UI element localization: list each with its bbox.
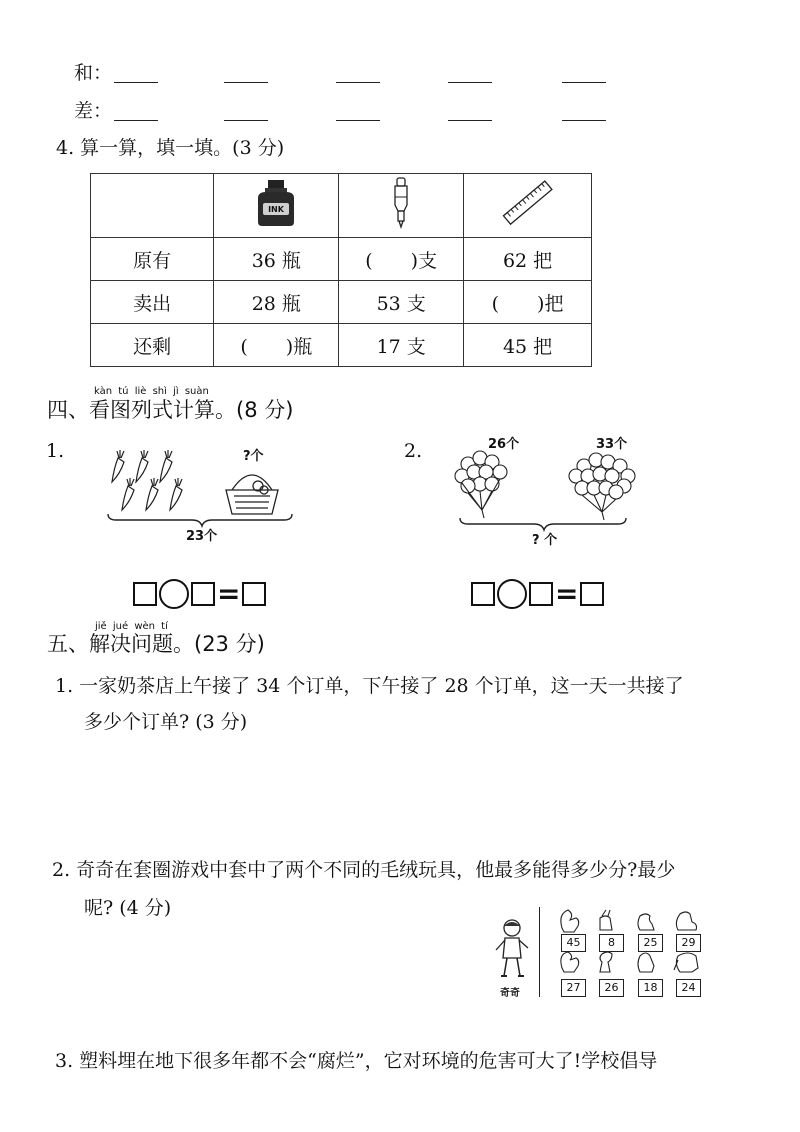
answer-box[interactable] [529,582,553,606]
ink-bottle-icon [254,178,298,228]
blank-line[interactable] [114,120,158,121]
table-header-cell [339,174,464,238]
blank-line[interactable] [336,120,380,121]
problem1-number: 1. [46,440,65,462]
score-badge: 26 [599,979,624,997]
q1-text-line1: 1. 一家奶茶店上午接了 34 个订单，下午接了 28 个订单，这一天一共接了 [55,675,684,697]
answer-blank-cell[interactable]: ( )支 [339,238,464,281]
answer-box[interactable] [133,582,157,606]
duck-icon [638,914,654,930]
answer-box[interactable] [191,582,215,606]
right-count-label: 33个 [596,437,628,452]
equals-sign: = [555,577,579,610]
q1-text-line2: 多少个订单? (3 分) [84,711,248,733]
table-row [91,324,592,367]
balloon-bunch-icon [455,451,507,518]
squirrel-icon [561,910,579,932]
balloon-bunch-icon [569,453,635,520]
q2-text-line2: 呢? (4 分) [84,897,172,919]
dinosaur-icon [676,912,696,930]
boy-qiqi-icon [492,918,534,982]
deer-icon [600,910,612,930]
row-label: 原有 [91,238,214,281]
answer-blank-cell[interactable]: ( )把 [464,281,592,324]
table-row [91,238,592,281]
section5-pinyin: jiě jué wèn tí [95,621,168,632]
score-badge: 24 [676,979,701,997]
operator-circle[interactable] [159,579,189,609]
blank-line[interactable] [224,120,268,121]
problem2-number: 2. [404,440,423,462]
squirrel-icon [561,952,579,972]
answer-blank-cell[interactable]: ( )瓶 [214,324,339,367]
table-cell: 53 支 [339,281,464,324]
svg-text:INK: INK [268,205,285,214]
answer-box[interactable] [242,582,266,606]
pen-icon [390,177,412,229]
left-count-label: 26个 [488,437,520,452]
blank-line[interactable] [336,82,380,83]
operator-circle[interactable] [497,579,527,609]
blank-line[interactable] [562,82,606,83]
score-badge: 8 [599,934,624,952]
blank-line[interactable] [114,82,158,83]
answer-box[interactable] [580,582,604,606]
question-count-label: ?个 [243,449,264,464]
total-count-label: ? 个 [532,533,558,548]
row-label: 卖出 [91,281,214,324]
equals-sign: = [217,577,241,610]
table-cell: 28 瓶 [214,281,339,324]
sum-label: 和： [74,62,113,84]
table-cell: 17 支 [339,324,464,367]
carrot-icon [112,450,182,510]
boy-name-label: 奇奇 [500,988,520,999]
section4-pinyin: kàn tú liè shì jì suàn [94,386,209,397]
q3-text-line1: 3. 塑料埋在地下很多年都不会“腐烂”，它对环境的危害可大了!学校倡导 [55,1050,658,1072]
equation-template-1 [133,579,266,613]
row-label: 还剩 [91,324,214,367]
dinosaur-icon [638,953,654,972]
table-corner-cell [91,174,214,238]
elephant-icon [674,953,698,972]
table-header-row [91,174,592,238]
table-header-cell [464,174,592,238]
table-cell: 62 把 [464,238,592,281]
basket-icon [226,475,278,514]
brace [108,514,292,526]
section4-title: 四、看图列式计算。(8 分) [47,398,294,422]
blank-line[interactable] [224,82,268,83]
section5-title: 五、解决问题。(23 分) [47,632,265,656]
score-badge: 25 [638,934,663,952]
score-badge: 27 [561,979,586,997]
q4-table [90,173,592,367]
score-badge: 45 [561,934,586,952]
table-cell: 36 瓶 [214,238,339,281]
score-badge: 29 [676,934,701,952]
equation-template-2 [471,579,604,613]
table-row [91,281,592,324]
balloons-figure [454,444,644,544]
blank-line[interactable] [448,120,492,121]
blank-line[interactable] [562,120,606,121]
diff-label: 差： [74,100,113,122]
brace [460,518,626,530]
total-count-label: 23个 [186,529,218,544]
ruler-icon [501,180,555,226]
monkey-icon [600,952,612,972]
blank-line[interactable] [448,82,492,83]
table-header-cell [214,174,339,238]
q4-title: 4. 算一算，填一填。(3 分) [56,137,285,159]
divider-line [539,907,540,997]
answer-box[interactable] [471,582,495,606]
table-cell: 45 把 [464,324,592,367]
score-badge: 18 [638,979,663,997]
q2-text-line1: 2. 奇奇在套圈游戏中套中了两个不同的毛绒玩具，他最多能得多少分?最少 [52,859,676,881]
